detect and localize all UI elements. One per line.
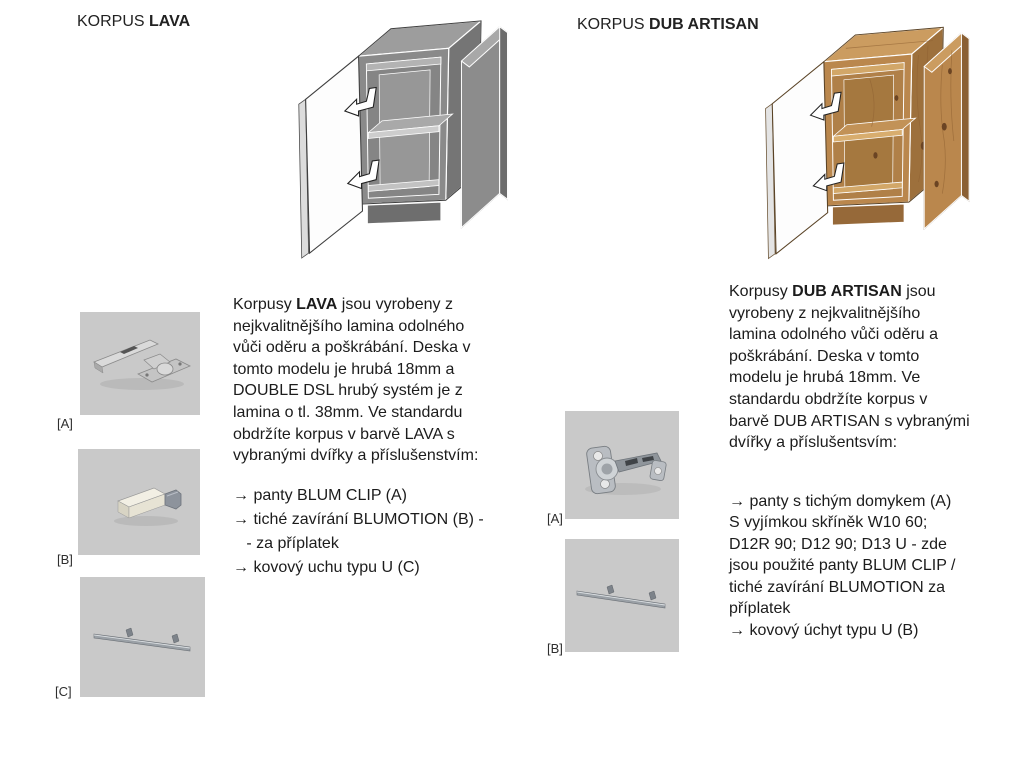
lava-accessories-list — [233, 484, 533, 580]
hinge-domyk-photo — [565, 411, 679, 519]
text-run: jsou vyrobeny z — [337, 296, 453, 313]
artisan-cabinet-illustration — [752, 12, 997, 270]
screw — [145, 373, 148, 376]
shadow — [114, 516, 178, 526]
paragraph-line: standardu obdržíte korpus v — [729, 390, 928, 408]
artisan-section-title — [577, 16, 759, 34]
knot — [942, 123, 947, 131]
paragraph-line: lamina odolného vůči oděru a — [729, 326, 939, 344]
artisan-cabinet-svg — [752, 12, 997, 270]
side-panel-edge — [500, 27, 508, 199]
text-run-bold: LAVA — [296, 296, 338, 313]
cabinet-door — [306, 56, 363, 253]
list-item: → tiché zavírání BLUMOTION (B) - — [233, 510, 484, 528]
text-run: Korpusy — [729, 283, 793, 300]
u-handle-drawing — [80, 577, 205, 697]
screw-hole — [655, 468, 662, 475]
side-panel-edge — [961, 33, 969, 201]
handle-foot — [607, 585, 614, 594]
list-item: D12R 90; D12 90; D13 U - zde — [729, 535, 947, 553]
thumb-label-a-right: [A] — [547, 511, 563, 526]
text-run: jsou — [901, 283, 936, 300]
u-handle-photo — [80, 577, 205, 697]
lava-cabinet-illustration — [288, 5, 533, 270]
paragraph-line: vybranými dvířky a příslušenstvím: — [233, 447, 479, 465]
screw-hole — [601, 480, 610, 489]
lava-description — [233, 294, 533, 580]
damper-tip — [165, 490, 181, 509]
knot — [948, 68, 952, 74]
title-prefix: KORPUS — [577, 16, 650, 33]
hinge-cup — [157, 363, 173, 375]
u-handle-drawing-right — [565, 539, 679, 652]
shadow — [100, 378, 184, 390]
title-prefix: KORPUS — [77, 13, 150, 30]
handle-foot — [649, 591, 656, 600]
list-item: → panty BLUM CLIP (A) — [233, 486, 407, 504]
thumb-label-a: [A] — [57, 416, 73, 431]
handle-foot — [126, 628, 133, 637]
thumb-label-c: [C] — [55, 684, 72, 699]
paragraph-line — [729, 281, 989, 303]
paragraph-line: tomto modelu je hrubá 18mm a — [233, 360, 455, 378]
paragraph-line: modelu je hrubá 18mm. Ve — [729, 369, 921, 387]
handle-foot — [172, 634, 179, 643]
knot — [895, 95, 899, 101]
hinge-clip-photo — [80, 312, 200, 415]
list-item: - za příplatek — [233, 534, 339, 552]
title-name: LAVA — [149, 13, 191, 30]
paragraph-line: dvířky a příslušentsvím: — [729, 434, 898, 452]
knot — [935, 181, 939, 187]
cabinet-door — [772, 62, 827, 254]
paragraph-line: nejkvalitnějšího lamina odolného — [233, 317, 465, 335]
paragraph-line: barvě DUB ARTISAN s vybranými — [729, 412, 970, 430]
title-name: DUB ARTISAN — [649, 16, 759, 33]
paragraph-line: poškrábání. Deska v tomto — [729, 347, 920, 365]
lava-cabinet-svg — [288, 5, 533, 270]
paragraph-line: DOUBLE DSL hrubý systém je z — [233, 382, 463, 400]
blumotion-damper-drawing — [78, 449, 200, 555]
paragraph-line: obdržíte korpus v barvě LAVA s — [233, 425, 455, 443]
screw — [178, 362, 181, 365]
hinge-clip-drawing — [80, 312, 200, 415]
hinge-cup-inner — [602, 464, 613, 475]
artisan-description — [729, 281, 989, 641]
plinth — [367, 202, 441, 224]
plinth — [832, 204, 904, 225]
paragraph-line: lamina o tl. 38mm. Ve standardu — [233, 403, 463, 421]
knot — [873, 152, 877, 158]
list-item: → kovový uchu typu U (C) — [233, 558, 420, 576]
list-item: → kovový úchyt typu U (B) — [729, 621, 919, 639]
list-item: příplatek — [729, 600, 791, 618]
list-item: → panty s tichým domykem (A) — [729, 492, 952, 510]
thumb-label-b-right: [B] — [547, 641, 563, 656]
screw-hole — [594, 452, 603, 461]
paragraph-line: vůči oděru a poškrábání. Deska v — [233, 339, 471, 357]
list-item: jsou použité panty BLUM CLIP / — [729, 557, 956, 575]
hinge-domyk-drawing — [565, 411, 679, 519]
thumb-label-b: [B] — [57, 552, 73, 567]
u-handle-photo-right — [565, 539, 679, 652]
paragraph-line — [233, 294, 533, 316]
list-item: S vyjímkou skříněk W10 60; — [729, 514, 928, 532]
lava-section-title — [77, 13, 190, 31]
blumotion-damper-photo — [78, 449, 200, 555]
paragraph-line: vyrobeny z nejkvalitnějšího — [729, 304, 921, 322]
text-run-bold: DUB ARTISAN — [792, 283, 902, 300]
list-item: tiché zavírání BLUMOTION za — [729, 578, 946, 596]
text-run: Korpusy — [233, 296, 297, 313]
artisan-accessories-list — [729, 491, 989, 642]
